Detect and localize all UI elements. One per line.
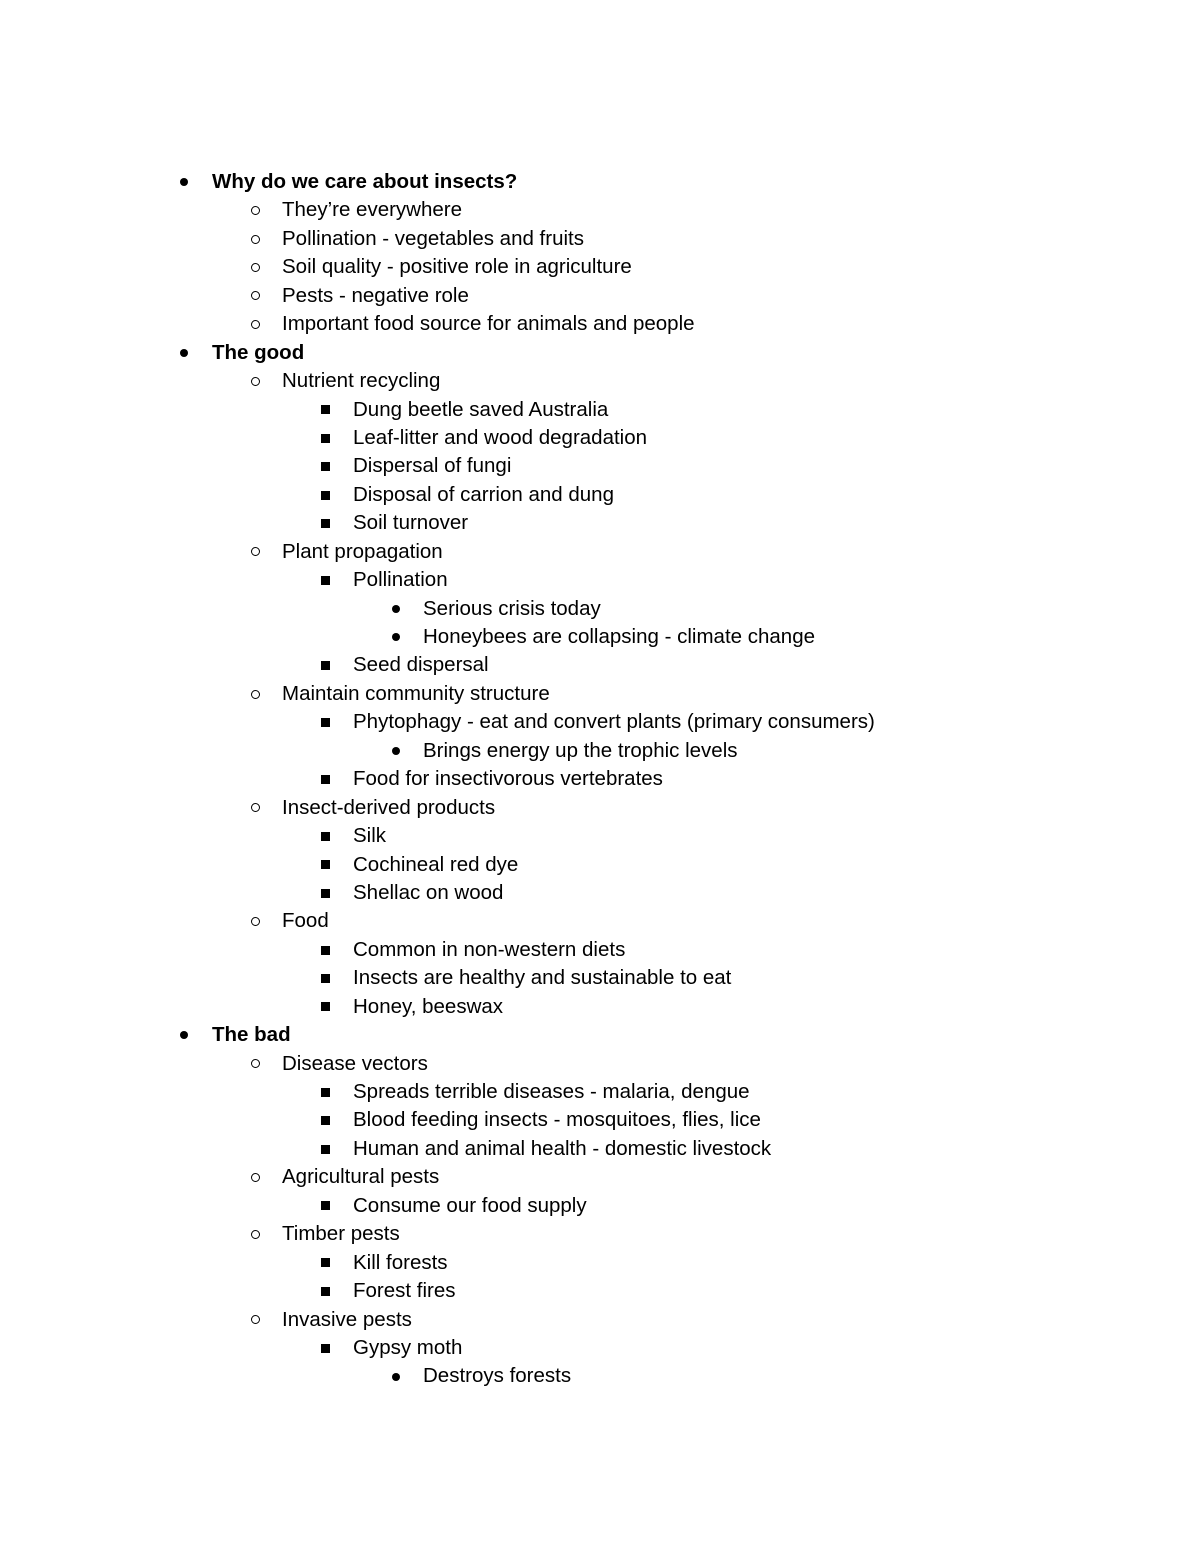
filled-circle-bullet-icon bbox=[389, 737, 403, 765]
list-item-text: Phytophagy - eat and convert plants (primary consumers) bbox=[353, 710, 875, 734]
list-item bbox=[0, 623, 1200, 651]
list-item bbox=[0, 367, 1200, 395]
square-bullet-icon bbox=[318, 1135, 332, 1163]
filled-circle-bullet-icon bbox=[177, 339, 191, 367]
hollow-circle-bullet-icon bbox=[248, 282, 262, 310]
square-bullet-icon bbox=[318, 964, 332, 992]
list-item-text: Disposal of carrion and dung bbox=[353, 482, 614, 506]
list-item-text: Food bbox=[282, 909, 329, 933]
list-item-text: Insect-derived products bbox=[282, 795, 496, 819]
filled-circle-bullet-icon bbox=[177, 168, 191, 196]
square-bullet-icon bbox=[318, 396, 332, 424]
list-item bbox=[0, 765, 1200, 793]
list-item bbox=[0, 595, 1200, 623]
square-bullet-icon bbox=[318, 1192, 332, 1220]
list-item-text: Blood feeding insects - mosquitoes, flies, lice bbox=[353, 1108, 761, 1132]
filled-circle-bullet-icon bbox=[389, 1362, 403, 1390]
list-item bbox=[0, 538, 1200, 566]
square-bullet-icon bbox=[318, 1249, 332, 1277]
list-item bbox=[0, 1163, 1200, 1191]
list-item-text: Timber pests bbox=[282, 1222, 400, 1246]
list-item bbox=[0, 396, 1200, 424]
list-item-text: Agricultural pests bbox=[282, 1165, 440, 1189]
square-bullet-icon bbox=[318, 424, 332, 452]
list-item-text: Insects are healthy and sustainable to eat bbox=[353, 966, 732, 990]
list-item-text: Disease vectors bbox=[282, 1051, 428, 1075]
list-item-text: Nutrient recycling bbox=[282, 369, 441, 393]
square-bullet-icon bbox=[318, 651, 332, 679]
list-item-text: Cochineal red dye bbox=[353, 852, 519, 876]
list-item bbox=[0, 509, 1200, 537]
list-item-text: The good bbox=[212, 340, 305, 364]
list-item bbox=[0, 1306, 1200, 1334]
list-item-text: Important food source for animals and people bbox=[282, 312, 695, 336]
square-bullet-icon bbox=[318, 1078, 332, 1106]
list-item-text: Honeybees are collapsing - climate change bbox=[423, 625, 816, 648]
list-item-text: Human and animal health - domestic livestock bbox=[353, 1136, 772, 1160]
square-bullet-icon bbox=[318, 822, 332, 850]
square-bullet-icon bbox=[318, 936, 332, 964]
hollow-circle-bullet-icon bbox=[248, 680, 262, 708]
list-item-text: Plant propagation bbox=[282, 539, 443, 563]
hollow-circle-bullet-icon bbox=[248, 1163, 262, 1191]
hollow-circle-bullet-icon bbox=[248, 1306, 262, 1334]
list-item bbox=[0, 879, 1200, 907]
hollow-circle-bullet-icon bbox=[248, 1050, 262, 1078]
hollow-circle-bullet-icon bbox=[248, 310, 262, 338]
list-item bbox=[0, 310, 1200, 338]
list-item-text: Forest fires bbox=[353, 1279, 456, 1303]
list-item bbox=[0, 964, 1200, 992]
list-item-text: Honey, beeswax bbox=[353, 994, 504, 1018]
hollow-circle-bullet-icon bbox=[248, 367, 262, 395]
outline-list bbox=[0, 168, 1200, 1391]
hollow-circle-bullet-icon bbox=[248, 253, 262, 281]
square-bullet-icon bbox=[318, 765, 332, 793]
list-item bbox=[0, 452, 1200, 480]
hollow-circle-bullet-icon bbox=[248, 225, 262, 253]
square-bullet-icon bbox=[318, 1106, 332, 1134]
list-item-text: They’re everywhere bbox=[282, 198, 463, 222]
square-bullet-icon bbox=[318, 566, 332, 594]
list-item bbox=[0, 794, 1200, 822]
list-item-text: Pollination - vegetables and fruits bbox=[282, 226, 584, 250]
section-heading bbox=[0, 339, 1200, 367]
hollow-circle-bullet-icon bbox=[248, 794, 262, 822]
square-bullet-icon bbox=[318, 1334, 332, 1362]
list-item-text: Brings energy up the trophic levels bbox=[423, 738, 738, 762]
list-item bbox=[0, 196, 1200, 224]
list-item-text: Shellac on wood bbox=[353, 880, 504, 904]
list-item bbox=[0, 566, 1200, 594]
list-item-text: Why do we care about insects? bbox=[212, 170, 518, 193]
list-item bbox=[0, 1106, 1200, 1134]
list-item bbox=[0, 907, 1200, 935]
list-item bbox=[0, 1362, 1200, 1390]
list-item bbox=[0, 253, 1200, 281]
list-item-text: Gypsy moth bbox=[353, 1335, 463, 1359]
list-item bbox=[0, 1050, 1200, 1078]
list-item-text: Pollination bbox=[353, 568, 448, 592]
list-item bbox=[0, 225, 1200, 253]
list-item bbox=[0, 936, 1200, 964]
hollow-circle-bullet-icon bbox=[248, 1220, 262, 1248]
list-item-text: Dispersal of fungi bbox=[353, 454, 512, 478]
square-bullet-icon bbox=[318, 1277, 332, 1305]
list-item-text: Soil quality - positive role in agriculture bbox=[282, 255, 632, 279]
list-item-text: Seed dispersal bbox=[353, 653, 489, 677]
list-item bbox=[0, 822, 1200, 850]
list-item bbox=[0, 1249, 1200, 1277]
square-bullet-icon bbox=[318, 993, 332, 1021]
list-item-text: Soil turnover bbox=[353, 511, 469, 535]
list-item bbox=[0, 708, 1200, 736]
list-item-text: Consume our food supply bbox=[353, 1193, 587, 1217]
list-item-text: Leaf-litter and wood degradation bbox=[353, 425, 648, 449]
square-bullet-icon bbox=[318, 708, 332, 736]
list-item-text: Pests - negative role bbox=[282, 283, 469, 307]
hollow-circle-bullet-icon bbox=[248, 907, 262, 935]
square-bullet-icon bbox=[318, 452, 332, 480]
section-heading bbox=[0, 168, 1200, 196]
section-heading bbox=[0, 1021, 1200, 1049]
list-item bbox=[0, 282, 1200, 310]
list-item bbox=[0, 1277, 1200, 1305]
hollow-circle-bullet-icon bbox=[248, 196, 262, 224]
list-item-text: Dung beetle saved Australia bbox=[353, 397, 609, 421]
square-bullet-icon bbox=[318, 481, 332, 509]
list-item-text: The bad bbox=[212, 1023, 291, 1047]
list-item bbox=[0, 651, 1200, 679]
list-item bbox=[0, 481, 1200, 509]
hollow-circle-bullet-icon bbox=[248, 538, 262, 566]
list-item bbox=[0, 424, 1200, 452]
list-item bbox=[0, 1192, 1200, 1220]
list-item bbox=[0, 993, 1200, 1021]
list-item bbox=[0, 680, 1200, 708]
list-item bbox=[0, 1135, 1200, 1163]
list-item bbox=[0, 1078, 1200, 1106]
list-item bbox=[0, 1334, 1200, 1362]
filled-circle-bullet-icon bbox=[177, 1021, 191, 1049]
square-bullet-icon bbox=[318, 509, 332, 537]
square-bullet-icon bbox=[318, 879, 332, 907]
list-item bbox=[0, 1220, 1200, 1248]
filled-circle-bullet-icon bbox=[389, 623, 403, 651]
list-item-text: Destroys forests bbox=[423, 1364, 572, 1388]
filled-circle-bullet-icon bbox=[389, 595, 403, 623]
list-item-text: Silk bbox=[353, 824, 387, 848]
square-bullet-icon bbox=[318, 851, 332, 879]
list-item bbox=[0, 851, 1200, 879]
list-item-text: Spreads terrible diseases - malaria, dengue bbox=[353, 1080, 750, 1103]
list-item-text: Kill forests bbox=[353, 1250, 448, 1274]
list-item-text: Serious crisis today bbox=[423, 596, 601, 620]
list-item bbox=[0, 737, 1200, 765]
list-item-text: Invasive pests bbox=[282, 1307, 412, 1331]
list-item-text: Common in non-western diets bbox=[353, 937, 626, 961]
list-item-text: Food for insectivorous vertebrates bbox=[353, 767, 663, 791]
list-item-text: Maintain community structure bbox=[282, 681, 550, 705]
